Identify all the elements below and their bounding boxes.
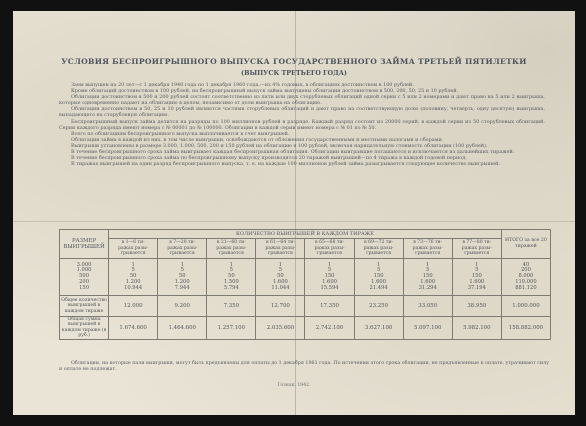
document-subtitle: (ВЫПУСК ТРЕТЬЕГО ГОДА) xyxy=(241,69,347,77)
total-header: ИТОГО за все 20 тиражей xyxy=(501,230,550,259)
table-value: 5 xyxy=(475,267,479,274)
count-value: 38.950 xyxy=(452,296,501,317)
table-value: 200 xyxy=(520,267,531,274)
count-value: 9.200 xyxy=(158,296,207,317)
sum-value: 2.742.100 xyxy=(305,317,354,340)
table-value: 1 xyxy=(180,261,184,268)
count-header: КОЛИЧЕСТВО ВЫИГРЫШЕЙ В КАЖДОМ ТИРАЖЕ xyxy=(109,230,502,239)
table-value: 1.200 xyxy=(125,278,141,285)
prize-size: 500 xyxy=(79,273,89,280)
period-values-cell xyxy=(305,259,354,296)
table-value: 21.494 xyxy=(369,284,388,291)
count-value: 33.050 xyxy=(403,296,452,317)
table-value: 1 xyxy=(327,261,332,268)
table-value: 110.000 xyxy=(515,278,537,285)
conditions-text xyxy=(59,82,545,167)
period-header: в 21—60 ти- ражах разы- грывается xyxy=(207,239,256,259)
paragraph: Всего по облигациям беспроигрышного выпуска выплачивается в счет выигрышей. xyxy=(71,130,290,137)
table-value: 1 xyxy=(278,261,283,268)
table-value: 1 xyxy=(475,261,479,268)
table-value: 8.000 xyxy=(518,273,534,280)
table-value: 1.200 xyxy=(174,278,190,285)
table-value: 50 xyxy=(129,273,137,280)
table-value: 1.600 xyxy=(371,278,387,285)
table-value: 150 xyxy=(373,273,384,280)
period-header: в 61—64 ти- ражах разы- грывается xyxy=(256,239,305,259)
table-value: 5 xyxy=(278,267,283,274)
table-value: 50 xyxy=(178,273,186,280)
period-values-cell xyxy=(207,259,256,296)
table-value: 37.194 xyxy=(467,284,486,291)
table-value: 5 xyxy=(376,267,381,274)
table-value: 1 xyxy=(376,261,381,268)
period-header: в 69—72 ти- ражах разы- грывается xyxy=(354,239,403,259)
sizes-cell xyxy=(60,259,109,296)
period-header: в 65—68 ти- ражах разы- грывается xyxy=(305,239,354,259)
paragraph: Беспроигрышный выпуск займа делится на разряды по 100 миллионов рублей в разряде. Каждый разряд состоит из 20000 серий, в каждой серии из 50 сторублевых облигаций. Серии каждого разряда имеют номера с № 00001 до № 100000. Облигации в каждой серии имеют номера с № 01 по № 50. xyxy=(59,118,545,131)
table-value: 1 xyxy=(229,261,233,268)
period-values-cell xyxy=(354,259,403,296)
sum-value: 1.674.600 xyxy=(109,317,158,340)
period-header: в 73—76 ти- ражах разы- грывается xyxy=(403,239,452,259)
period-values-cell xyxy=(403,259,452,296)
table-value: 150 xyxy=(324,273,335,280)
table-value: 150 xyxy=(422,273,433,280)
table-value: 5 xyxy=(327,267,332,274)
sum-row-label: Общая сумма выигрышей в каждом тираже (в руб.) xyxy=(60,317,109,340)
count-row-label: Общее количество выигрышей в каждом тираже xyxy=(60,296,109,317)
printer-mark: Гознак. 1942. xyxy=(277,383,311,388)
table-value: 50 xyxy=(228,273,235,280)
table-value: 31.294 xyxy=(418,284,437,291)
table-value: 1.600 xyxy=(469,278,485,285)
document-title: УСЛОВИЯ БЕСПРОИГРЫШНОГО ВЫПУСКА ГОСУДАРСТВЕННОГО ЗАЙМА ТРЕТЬЕЙ ПЯТИЛЕТКИ xyxy=(61,57,527,66)
bond-conditions-sheet xyxy=(13,11,575,415)
table-value: 15.594 xyxy=(320,284,339,291)
paragraph: В течение беспроигрышного срока займа по беспроигрышному выпуску производится 20 тиражей выигрышей—по 4 тиража в каждой годовой период. xyxy=(71,155,467,162)
period-header: в 7—20 ти- ражах разы- грывается xyxy=(158,239,207,259)
table-value: 50 xyxy=(277,273,284,280)
count-value: 23.250 xyxy=(354,296,403,317)
sum-value: 158.882.000 xyxy=(501,317,550,340)
table-value: 11.044 xyxy=(271,284,290,291)
table-value: 7.944 xyxy=(174,284,190,291)
winnings-table xyxy=(59,229,551,340)
table-value: 5 xyxy=(426,267,430,274)
paragraph: Кроме облигаций достоинством в 100 рублей, на беспроигрышный выпуск займа выпущены облигации достоинством в 500, 200, 50, 25 и 10 рублей. xyxy=(71,88,459,95)
size-header: РАЗМЕР ВЫИГРЫШЕЙ xyxy=(60,230,109,259)
period-values-cell xyxy=(109,259,158,296)
table-value: 5.794 xyxy=(223,284,239,291)
sum-value: 5.982.100 xyxy=(452,317,501,340)
period-values-cell xyxy=(452,259,501,296)
table-value: 1.500 xyxy=(223,278,239,285)
period-values-cell xyxy=(158,259,207,296)
paragraph: В тиражах выигрышей на один разряд беспроигрышного выпуска, т. е. на каждые 100 миллионов рублей займа разыгрывается следующее количество выигрышей: xyxy=(71,161,500,168)
table-value: 5 xyxy=(131,267,135,274)
sum-value: 5.097.100 xyxy=(403,317,452,340)
paragraph: Облигации достоинством в 500 и 200 рублей состоят соответственно из пяти или двух сторублевых облигаций одной серии с 5 или 2 номерами и дают право на 5 или 2 выигрыша, которые одновременно падают на облигацию в целом, независимо от доли выигрыша на облигацию. xyxy=(59,94,545,107)
count-value: 12.700 xyxy=(256,296,305,317)
sum-value: 3.627.100 xyxy=(354,317,403,340)
table-value: 5 xyxy=(229,267,233,274)
table-value: 1.600 xyxy=(322,278,337,285)
prize-size: 1.000 xyxy=(76,267,92,274)
paragraph: Выигрыши установлены в размере 3.000, 1.000, 500, 200 и 150 рублей на облигацию в 100 рублей, включая нарицательную стоимость облигации (100 рублей). xyxy=(71,142,488,149)
totals-cell xyxy=(501,259,550,296)
count-value: 17.350 xyxy=(305,296,354,317)
table-value: 1 xyxy=(426,261,430,268)
prize-size: 200 xyxy=(79,278,89,285)
sum-value: 1.257.100 xyxy=(207,317,256,340)
table-value: 40 xyxy=(522,261,530,268)
table-value: 10.944 xyxy=(124,284,143,291)
count-value: 1.000.000 xyxy=(501,296,550,317)
paragraph: Заем выпущен на 20 лет—с 1 декабря 1940 года по 1 декабря 1960 года,—из 4% годовых, в облигациях достоинством в 100 рублей. xyxy=(71,82,414,88)
paragraph: Облигации займа в каждой из них, в том числе выигрыши, освобождаются от обложения государственными и местными налогами и сборами. xyxy=(71,136,444,143)
prize-size: 3.000 xyxy=(76,261,92,268)
table-value: 5 xyxy=(180,267,184,274)
paragraph: В течение беспроигрышного срока займа выигрывает каждая беспроигрышная облигация. Облигации выигравшие погашаются и исключаются из дальнейших тиражей. xyxy=(71,149,515,156)
horizontal-fold-line xyxy=(13,221,575,222)
count-value: 12.000 xyxy=(109,296,158,317)
footer-note: Облигации, на которые пали выигрыши, могут быть предъявлены для оплаты до 1 декабря 1961 года. По истечении этого срока облигации, не предъявленные к оплате, утрачивают силу и оплате не подлежат. xyxy=(59,361,549,372)
period-values-cell xyxy=(256,259,305,296)
table-value: 881.120 xyxy=(515,284,537,291)
table-value: 150 xyxy=(471,273,482,280)
period-header: в 1—6 ти- ражах разы- грывается xyxy=(109,239,158,259)
sum-value: 1.464.600 xyxy=(158,317,207,340)
period-header: в 77—80 ти- ражах разы- грывается xyxy=(452,239,501,259)
table-value: 1.600 xyxy=(420,278,436,285)
paragraph: Облигации достоинством в 50, 25 и 10 рублей являются частями сторублевых облигаций и дают право на соответствующую долю (половину, четверть, одну десятую) выигрыша, выпадающего на сторублевую облигацию. xyxy=(59,106,545,119)
sum-value: 2.035.600 xyxy=(256,317,305,340)
count-value: 7.350 xyxy=(207,296,256,317)
table-value: 1.600 xyxy=(272,278,288,285)
prize-size: 150 xyxy=(79,284,89,291)
table-value: 1 xyxy=(131,261,135,268)
